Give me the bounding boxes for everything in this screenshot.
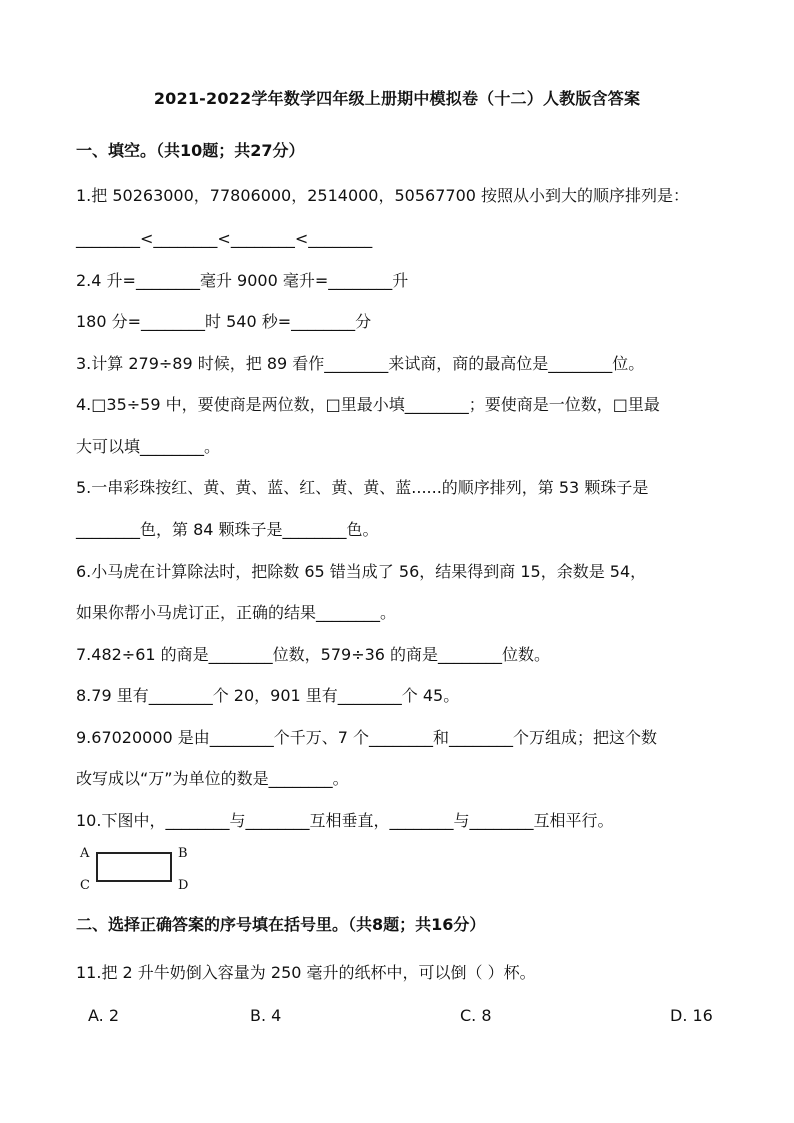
- question-2-line-2: 180 分=________时 540 秒=________分: [76, 312, 372, 331]
- question-1-line-1: 1.把 50263000，77806000，2514000，50567700 按照从小到大的顺序排列是：: [76, 186, 690, 205]
- corner-label-d: D: [178, 878, 189, 893]
- corner-label-b: B: [178, 846, 188, 861]
- option-b: B. 4: [250, 1006, 282, 1025]
- option-d: D. 16: [670, 1006, 713, 1025]
- option-c: C. 8: [460, 1006, 492, 1025]
- question-7: 7.482÷61 的商是________位数，579÷36 的商是________位数。: [76, 645, 551, 664]
- section-heading-fill-blank: 一、填空。（共10题；共27分）: [76, 141, 305, 160]
- question-11: 11.把 2 升牛奶倒入容量为 250 毫升的纸杯中，可以倒（ ）杯。: [76, 963, 536, 982]
- question-5-line-2: ________色，第 84 颗珠子是________色。: [76, 520, 379, 539]
- rectangle-figure: [78, 844, 196, 894]
- question-6-line-1: 6.小马虎在计算除法时，把除数 65 错当成了 56，结果得到商 15，余数是 54，: [76, 562, 647, 581]
- question-4-line-2: 大可以填________。: [76, 437, 221, 456]
- question-3: 3.计算 279÷89 时候，把 89 看作________来试商，商的最高位是________位。: [76, 354, 645, 373]
- section-heading-multiple-choice: 二、选择正确答案的序号填在括号里。（共8题；共16分）: [76, 915, 486, 934]
- question-10: 10.下图中，________与________互相垂直，________与________互相平行。: [76, 811, 614, 830]
- question-9-line-1: 9.67020000 是由________个千万、7 个________和________个万组成；把这个数: [76, 728, 658, 747]
- question-8: 8.79 里有________个 20，901 里有________个 45。: [76, 686, 460, 705]
- question-5-line-1: 5.一串彩珠按红、黄、黄、蓝、红、黄、黄、蓝......的顺序排列，第 53 颗珠子是: [76, 478, 649, 497]
- corner-label-a: A: [80, 846, 90, 861]
- question-2-line-1: 2.4 升=________毫升 9000 毫升=________升: [76, 271, 409, 290]
- question-9-line-2: 改写成以“万”为单位的数是________。: [76, 769, 349, 788]
- question-4-line-1: 4.□35÷59 中，要使商是两位数，□里最小填________；要使商是一位数，□里最: [76, 395, 660, 414]
- corner-label-c: C: [80, 878, 90, 893]
- option-a: A. 2: [88, 1006, 120, 1025]
- rectangle-shape: [96, 852, 172, 882]
- question-1-line-2: ________<________<________<________: [76, 229, 373, 248]
- question-6-line-2: 如果你帮小马虎订正，正确的结果________。: [76, 603, 397, 622]
- document-title: 2021-2022学年数学四年级上册期中模拟卷（十二）人教版含答案: [153, 89, 641, 108]
